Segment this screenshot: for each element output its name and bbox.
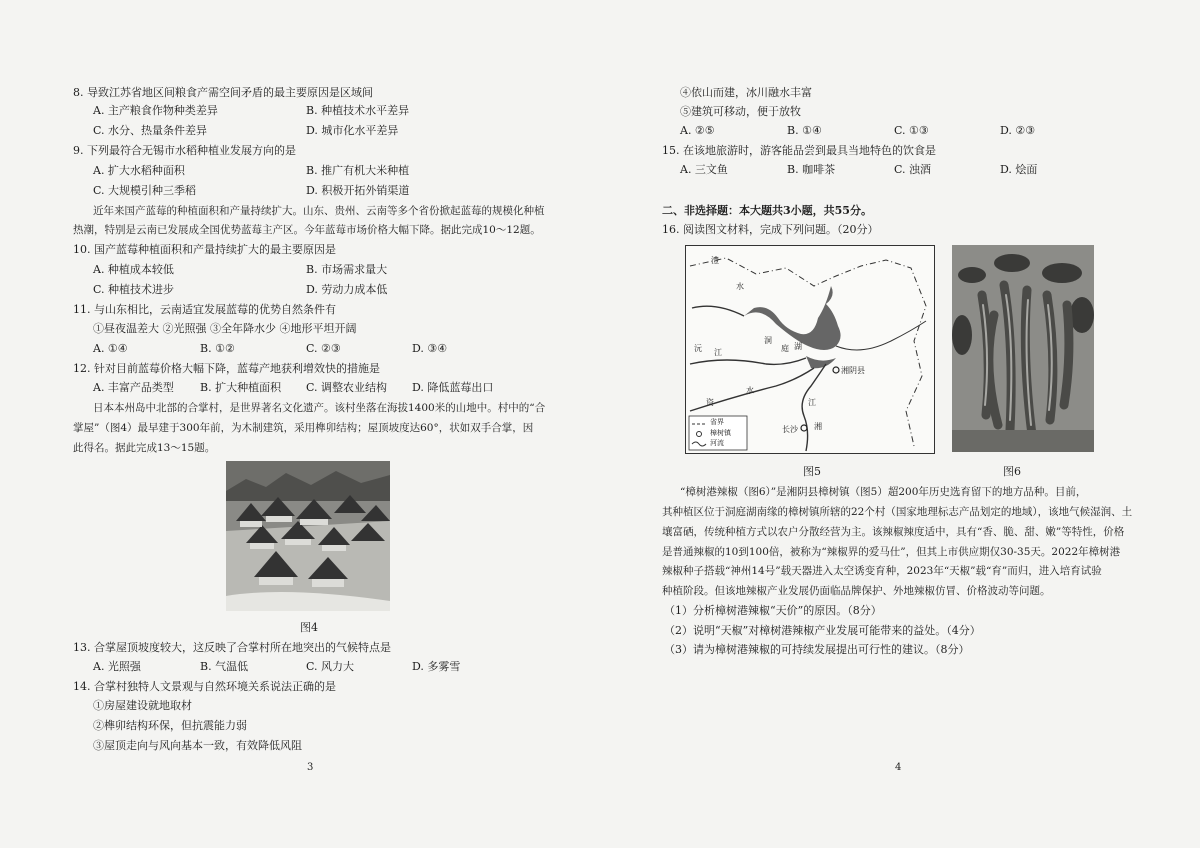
passage-village-line1: 日本本州岛中北部的合掌村，是世界著名文化遗产。该村坐落在海拔1400米的山地中。村中的“合 xyxy=(93,402,546,414)
q12-option-a: A. 丰富产品类型 xyxy=(93,381,174,394)
map-label-ting: 庭 xyxy=(781,344,789,353)
passage-chili-line1: “樟树港辣椒（图6）”是湘阴县樟树镇（图5）超200年历史选育留下的地方品种。目前， xyxy=(680,486,1087,498)
q9-option-a: A. 扩大水稻种面积 xyxy=(93,164,185,177)
q8-option-c: C. 水分、热量条件差异 xyxy=(93,124,208,137)
q15-option-d: D. 烩面 xyxy=(1000,163,1038,176)
q14-stem: 14. 合掌村独特人文景观与自然环境关系说法正确的是 xyxy=(73,680,336,693)
figure-5-map xyxy=(685,245,935,454)
map-label-li: 澧 xyxy=(711,256,719,265)
q9-option-b: B. 推广有机大米种植 xyxy=(306,164,410,177)
passage-chili-line5: 辣椒种子搭载“神州14号”载天器进入太空诱变育种，2023年“天椒”载“育”而归，进入培育试验 xyxy=(662,565,1102,577)
q14-statement-2: ②榫卯结构环保，但抗震能力弱 xyxy=(93,719,247,732)
q14-option-a: A. ②⑤ xyxy=(680,124,715,137)
q10-stem: 10. 国产蓝莓种植面积和产量持续扩大的最主要原因是 xyxy=(73,243,336,256)
q12-option-b: B. 扩大种植面积 xyxy=(200,381,282,394)
figure-4-caption: 图4 xyxy=(300,621,318,634)
passage-chili-line2: 其种植区位于洞庭湖南缘的樟树镇所辖的22个村（国家地理标志产品划定的地域），该地气候湿润、土 xyxy=(662,506,1133,518)
figure-5-caption: 图5 xyxy=(803,465,821,478)
q13-option-c: C. 风力大 xyxy=(306,660,355,673)
village-photo xyxy=(226,461,390,611)
q8-option-b: B. 种植技术水平差异 xyxy=(306,104,410,117)
map-label-jiang-2: 江 xyxy=(808,398,816,407)
q12-option-c: C. 调整农业结构 xyxy=(306,381,388,394)
q13-option-a: A. 光照强 xyxy=(93,660,141,673)
map-label-xiang: 湘 xyxy=(814,422,822,431)
q14-statement-1: ①房屋建设就地取材 xyxy=(93,699,192,712)
q10-option-d: D. 劳动力成本低 xyxy=(306,283,388,296)
zhangshu-town-marker xyxy=(833,367,839,373)
q10-option-c: C. 种植技术进步 xyxy=(93,283,175,296)
q11-option-b: B. ①② xyxy=(200,342,235,355)
q9-option-c: C. 大规模引种三季稻 xyxy=(93,184,197,197)
legend-label-boundary: 省界 xyxy=(710,418,724,426)
figure-6-caption: 图6 xyxy=(1003,465,1021,478)
q16-sub3: （3）请为樟树港辣椒的可持续发展提出可行性的建议。（8分） xyxy=(664,643,970,656)
passage-village-line3: 此得名。据此完成13～15题。 xyxy=(73,442,216,454)
q15-option-a: A. 三文鱼 xyxy=(680,163,728,176)
passage-chili-line4: 是普通辣椒的10到100倍，被称为“辣椒界的爱马仕”，但其上市供应期仅30-35天。2022年樟树港 xyxy=(662,546,1121,558)
q11-option-a: A. ①④ xyxy=(93,342,128,355)
q15-stem: 15. 在该地旅游时，游客能品尝到最具当地特色的饮食是 xyxy=(662,144,936,157)
q8-stem: 8. 导致江苏省地区间粮食产需空间矛盾的最主要原因是区域间 xyxy=(73,86,373,99)
map-label-changsha: 长沙 xyxy=(782,425,798,434)
tributary xyxy=(836,321,926,350)
q13-option-d: D. 多雾雪 xyxy=(412,660,461,673)
q13-option-b: B. 气温低 xyxy=(200,660,249,673)
legend-label-town: 樟树镇 xyxy=(710,429,731,437)
page-4 xyxy=(600,0,1200,848)
map-label-shui-1: 水 xyxy=(736,282,744,291)
q11-option-d: D. ③④ xyxy=(412,342,448,355)
q12-option-d: D. 降低蓝莓出口 xyxy=(412,381,494,394)
q14-option-b: B. ①④ xyxy=(787,124,822,137)
map-label-zi: 资 xyxy=(706,398,714,407)
q14-option-d: D. ②③ xyxy=(1000,124,1036,137)
map-label-jiang-1: 江 xyxy=(714,348,722,357)
map-label-dong: 洞 xyxy=(764,336,772,345)
q10-option-a: A. 种植成本较低 xyxy=(93,263,174,276)
page-number: 3 xyxy=(307,762,314,773)
passage-blueberry-line1: 近年来国产蓝莓的种植面积和产量持续扩大。山东、贵州、云南等多个省份掀起蓝莓的规模化种植 xyxy=(93,205,545,217)
q10-option-b: B. 市场需求量大 xyxy=(306,263,388,276)
q14-statement-5: ⑤建筑可移动，便于放牧 xyxy=(680,105,801,118)
q14-statement-4: ④依山而建，冰川融水丰富 xyxy=(680,86,812,99)
q16-sub1: （1）分析樟树港辣椒“天价”的原因。（8分） xyxy=(664,604,882,617)
lake-south-part xyxy=(806,356,836,368)
q14-statement-3: ③屋顶走向与风向基本一致，有效降低风阻 xyxy=(93,739,302,752)
passage-chili-line6: 种植阶段。但该地辣椒产业发展仍面临品牌保护、外地辣椒仿冒、价格波动等问题。 xyxy=(662,585,1051,597)
map-label-xiangyin: 湘阴县 xyxy=(841,366,865,375)
chili-photo xyxy=(952,245,1094,452)
section-2-heading: 二、非选择题：本大题共3小题，共55分。 xyxy=(662,204,872,217)
dongting-lake xyxy=(744,286,841,350)
q12-stem: 12. 针对目前蓝莓价格大幅下降，蓝莓产地获利增效快的措施是 xyxy=(73,362,380,375)
q8-option-a: A. 主产粮食作物种类差异 xyxy=(93,104,218,117)
q9-stem: 9. 下列最符合无锡市水稻种植业发展方向的是 xyxy=(73,144,296,157)
passage-chili-line3: 壤富硒，传统种植方式以农户分散经营为主。该辣椒辣度适中，具有“香、脆、甜、嫩”等特性，价格 xyxy=(662,526,1125,538)
q14-option-c: C. ①③ xyxy=(894,124,929,137)
q15-option-b: B. 咖啡茶 xyxy=(787,163,836,176)
page-number: 4 xyxy=(895,762,902,773)
q16-stem: 16. 阅读图文材料，完成下列问题。（20分） xyxy=(662,223,879,236)
q11-option-c: C. ②③ xyxy=(306,342,341,355)
passage-blueberry-line2: 热潮，特别是云南已发展成全国优势蓝莓主产区。今年蓝莓市场价格大幅下降。据此完成10～12题。 xyxy=(73,224,541,236)
q15-option-c: C. 浊酒 xyxy=(894,163,932,176)
q11-stem: 11. 与山东相比，云南适宜发展蓝莓的优势自然条件有 xyxy=(73,303,336,316)
q13-stem: 13. 合掌屋顶坡度较大，这反映了合掌村所在地突出的气候特点是 xyxy=(73,641,391,654)
map-label-hu: 湖 xyxy=(794,342,802,351)
q16-sub2: （2）说明“天椒”对樟树港辣椒产业发展可能带来的益处。（4分） xyxy=(664,624,981,637)
q11-options-line: ①昼夜温差大 ②光照强 ③全年降水少 ④地形平坦开阔 xyxy=(93,322,357,335)
changsha-marker xyxy=(801,425,807,431)
li-river xyxy=(692,306,744,316)
legend-label-river: 河流 xyxy=(710,439,724,447)
map-label-shui-2: 水 xyxy=(746,386,754,395)
yuan-river xyxy=(690,358,806,364)
map-label-yuan: 沅 xyxy=(694,344,702,353)
q9-option-d: D. 积极开拓外销渠道 xyxy=(306,184,410,197)
q8-option-d: D. 城市化水平差异 xyxy=(306,124,399,137)
passage-village-line2: 掌屋”（图4）最早建于300年前，为木制建筑，采用榫卯结构；屋顶坡度达60°，状如双手合掌，因 xyxy=(73,422,534,434)
